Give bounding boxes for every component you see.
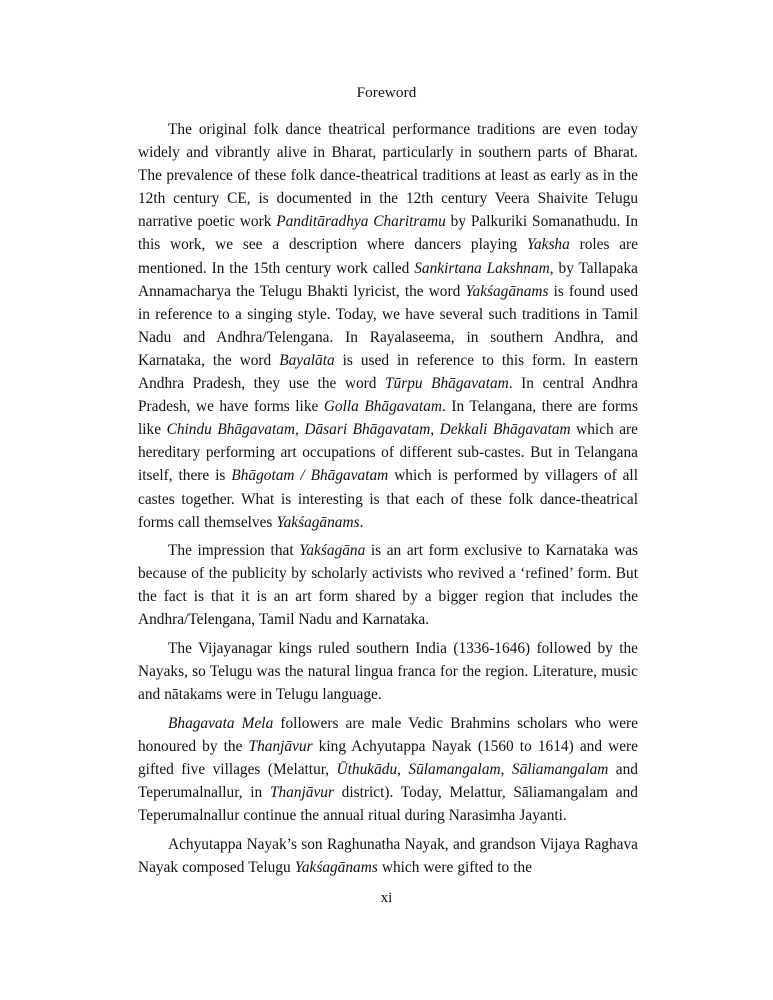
italic-term: Yakśagānams xyxy=(276,513,360,531)
italic-term: Yakśagāna xyxy=(299,542,366,560)
para-1 xyxy=(138,118,638,534)
text-run: king Achyutappa Nayak (1560 to 1614) and were gifted five villages (Melattur, xyxy=(138,737,638,779)
italic-term: Sankirtana Lakshnam xyxy=(414,259,550,277)
text-run: followers are male Vedic Brahmins scholars who were honoured by the xyxy=(138,714,638,755)
para-4 xyxy=(138,712,638,827)
running-head-foreword: Foreword xyxy=(356,84,417,101)
italic-term: Golla Bhāgavatam xyxy=(323,398,443,416)
text-run: which is performed by villagers of all castes together. What is interesting is that each of these folk dance-theatrical forms call themselves xyxy=(138,467,638,531)
italic-term: Thanjāvur xyxy=(269,784,334,802)
text-run: The original folk dance theatrical performance traditions are even today widely and vibrantly alive in Bharat, particularly in southern parts of Bharat. The prevalence of these folk dance-theatrical traditions at least as early as in the 12th century CE, is documented in the 12th century Veera Shaivite Telugu narrative poetic work xyxy=(138,121,638,231)
para-3 xyxy=(138,637,638,706)
text-run: is an art form exclusive to Karnataka was because of the publicity by scholarly activists who revived a ‘refined’ form. But the fact is that it is an art form shared by a bigger region that includes the Andhra/Telengana, Tamil Nadu and Karnataka. xyxy=(138,542,638,629)
text-run: which are hereditary performing art occupations of different sub-castes. But in Telangana itself, there is xyxy=(138,421,638,485)
text-run: is found used in reference to a singing style. Today, we have several such traditions in Tamil Nadu and Andhra/Telengana. In Rayalaseema, in southern Andhra, and Karnataka, the word xyxy=(138,282,638,369)
text-run: . In Telangana, there are forms like xyxy=(138,398,638,439)
text-run: , xyxy=(397,761,409,779)
text-run: , by Tallapaka Annamacharya the Telugu Bhakti lyricist, the word xyxy=(138,259,639,300)
para-2 xyxy=(138,539,638,631)
italic-term: Yaksha xyxy=(526,236,570,254)
text-run: district). Today, Melattur, Sāliamangalam and Teperumalnallur continue the annual ritual during Narasimha Jayanti. xyxy=(138,784,638,825)
italic-term: Bhāgotam / Bhāgavatam xyxy=(231,467,389,485)
text-run: The Vijayanagar kings ruled southern India (1336-1646) followed by the Nayaks, so Telugu was the natural lingua franca for the region. Literature, music and nātakams were in Telugu language. xyxy=(138,640,638,704)
text-run: . In central Andhra Pradesh, we have forms like xyxy=(138,375,638,416)
text-run: . xyxy=(359,513,364,531)
italic-term: Ūthukādu xyxy=(336,761,398,779)
text-run: is used in reference to this form. In eastern Andhra Pradesh, they use the word xyxy=(138,351,639,393)
page-number-folio: xi xyxy=(380,889,393,906)
text-run: and Teperumalnallur, in xyxy=(138,761,638,802)
italic-term: Chindu Bhāgavatam, Dāsari Bhāgavatam, Dekkali Bhāgavatam xyxy=(166,421,571,439)
italic-term: Yakśagānams xyxy=(465,282,549,300)
italic-term: Sāliamangalam xyxy=(511,761,609,779)
text-run: The impression that xyxy=(168,542,300,560)
text-run: by Palkuriki Somanathudu. In this work, we see a description where dancers playing xyxy=(138,213,638,254)
italic-term: Panditāradhya Charitramu xyxy=(276,213,446,231)
para-5 xyxy=(138,833,638,879)
text-run: Achyutappa Nayak’s son Raghunatha Nayak, and grandson Vijaya Raghava Nayak composed Telugu xyxy=(138,835,638,876)
italic-term: Thanjāvur xyxy=(248,737,313,755)
text-run: which were gifted to the xyxy=(377,858,533,876)
body-text-block xyxy=(138,118,638,879)
italic-term: Bayalāta xyxy=(279,351,335,369)
text-run: roles are mentioned. In the 15th century work called xyxy=(138,236,638,277)
italic-term: Sūlamangalam xyxy=(408,761,501,779)
italic-term: Tūrpu Bhāgavatam xyxy=(385,375,509,393)
italic-term: Yakśagānams xyxy=(294,858,378,876)
text-run: , xyxy=(500,761,512,779)
italic-term: Bhagavata Mela xyxy=(168,714,274,732)
